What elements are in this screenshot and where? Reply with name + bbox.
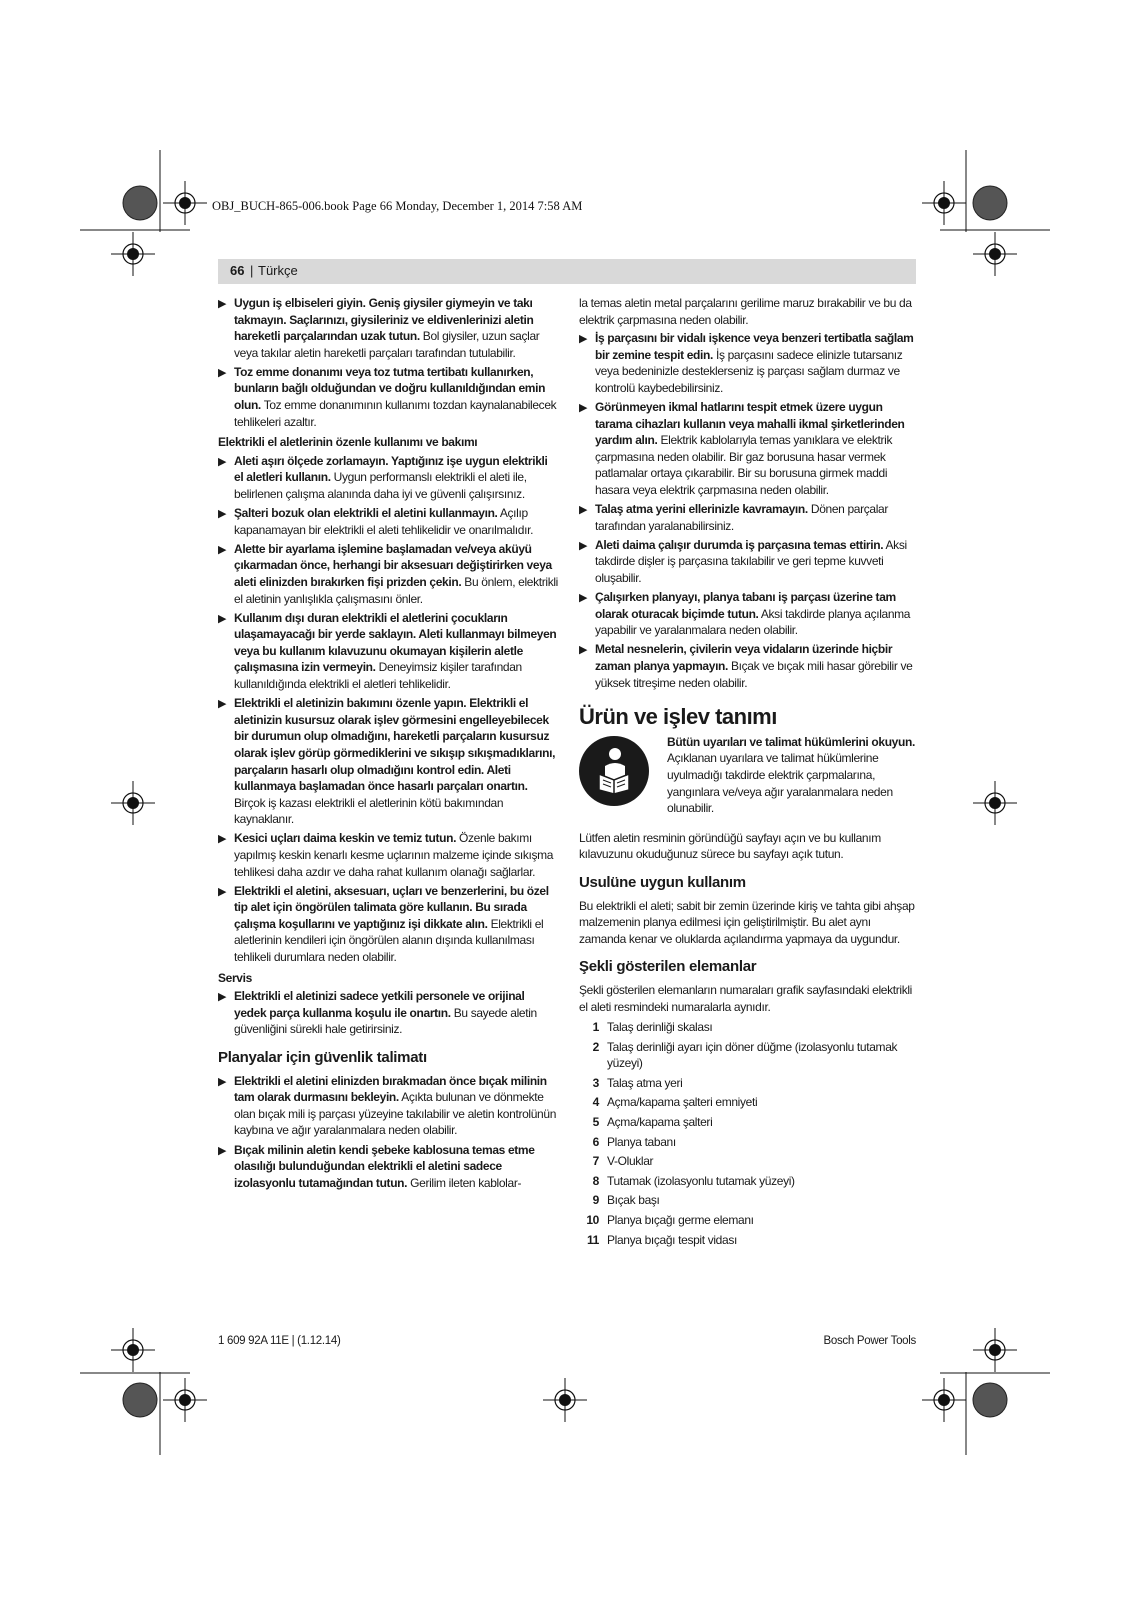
bullet-bold-text: Aleti aşırı ölçede zorlamayın. Yaptığınız işe uygun elektrikli el aletleri kullanın. xyxy=(234,453,548,485)
bullet-bold-text: Bıçak milinin aletin kendi şebeke kablosuna temas etme olasılığı bulunduğundan elektrikli el aletini sadece izolasyonlu tutamağından tutun. xyxy=(234,1142,535,1190)
warning-box xyxy=(579,734,916,822)
bullet-triangle-icon: ▶ xyxy=(218,991,227,1004)
footer-doc-code: 1 609 92A 11E | (1.12.14) xyxy=(218,1335,341,1347)
component-number: 3 xyxy=(592,1075,599,1090)
bullet-bold-text: Kesici uçları daima keskin ve temiz tutun. xyxy=(234,831,457,846)
bullet-normal-text: Bol giysiler, uzun saçlar veya takılar aletin hareketli parçaları tarafından tutulabilir. xyxy=(234,329,540,360)
bullet-bold-text: Aleti daima çalışır durumda iş parçasına temas ettirin. xyxy=(595,537,884,552)
bullet-triangle-icon: ▶ xyxy=(579,402,588,415)
bullet-item xyxy=(218,1073,558,1139)
component-item xyxy=(579,1212,916,1229)
bullet-triangle-icon: ▶ xyxy=(218,543,227,556)
component-number: 2 xyxy=(592,1039,599,1054)
bullet-normal-text: Elektrikli el aletlerinin kendileri için öngörülen alanın dışında kullanılması tehlikeli durumlara neden olabilir. xyxy=(234,916,544,965)
heading-intended-use: Usulüne uygun kullanım xyxy=(579,873,746,891)
component-item xyxy=(579,1039,916,1072)
bullet-bold-text: Alette bir ayarlama işlemine başlamadan ve/veya aküyü çıkarmadan önce, herhangi bir aksesuarı değiştirirken veya aleti elinizden bırakırken fişi prizden çekin. xyxy=(234,541,552,589)
bullet-item xyxy=(579,399,916,499)
bullet-item xyxy=(579,330,916,396)
component-number: 9 xyxy=(592,1193,599,1208)
subheading-care: Elektrikli el aletlerinin özenle kullanımı ve bakımı xyxy=(218,435,478,450)
heading-planer-safety: Planyalar için güvenlik talimatı xyxy=(218,1049,427,1067)
bullet-normal-text: İş parçasını sadece elinizle tutarsanız veya bedeninizle desteklerseniz iş parçası sağlam durmaz ve kontrolü kaybedebilirsiniz. xyxy=(595,347,903,395)
heading-product-description: Ürün ve işlev tanımı xyxy=(579,704,777,730)
bullet-bold-text: Şalteri bozuk olan elektrikli el aletini kullanmayın. xyxy=(234,506,498,521)
bullet-normal-text: Dönen parçalar tarafından yaralanabilirsiniz. xyxy=(595,502,889,533)
component-label: Talaş derinliği skalası xyxy=(607,1020,713,1035)
bullet-normal-text: Açıkta bulunan ve dönmekte olan bıçak mili iş parçası yüzeyine takılabilir ve aletin kontrolünün kaybına ve ağır yaralanmalara neden olabilir. xyxy=(234,1090,557,1138)
bullet-normal-text: Birçok iş kazası elektrikli el aletlerinin kötü bakımından kaynaklanır. xyxy=(234,795,504,827)
bullet-triangle-icon: ▶ xyxy=(218,455,227,468)
bullet-bold-text: Metal nesnelerin, çivilerin veya vidaların üzerinde hiçbir zaman planya yapmayın. xyxy=(595,642,893,673)
component-label: V-Oluklar xyxy=(607,1154,654,1169)
bullet-bold-text: Uygun iş elbiseleri giyin. Geniş giysiler giymeyin ve takı takmayın. Saçlarınızı, giysileriniz ve eldivenlerinizi aletin hareketli parçalarından uzak tutun. xyxy=(234,296,534,344)
page-number: 66 xyxy=(230,263,245,278)
component-number: 7 xyxy=(592,1154,599,1169)
bullet-item xyxy=(579,501,916,534)
bullet-normal-text: Deneyimsiz kişiler tarafından kullanıldığında elektrikli el aletleri tehlikelidir. xyxy=(234,660,522,692)
component-label: Bıçak başı xyxy=(607,1193,660,1208)
bullet-triangle-icon: ▶ xyxy=(579,592,588,605)
component-number: 8 xyxy=(592,1173,599,1188)
component-number: 10 xyxy=(586,1213,599,1228)
bullet-normal-text: Toz emme donanımının kullanımı tozdan kaynalanabilecek tehlikeleri azaltır. xyxy=(234,398,557,429)
bullet-triangle-icon: ▶ xyxy=(218,298,227,310)
component-label: Açma/kapama şalteri xyxy=(607,1115,713,1130)
bullet-bold-text: Elektrikli el aletini elinizden bırakmadan önce bıçak milinin tam olarak durmasını bekleyin. xyxy=(234,1073,547,1105)
bullet-triangle-icon: ▶ xyxy=(218,698,227,711)
bullet-bold-text: Elektrikli el aletini, aksesuarı, uçları ve benzerlerini, bu özel tip alet için öngörülen talimata göre kullanın. Bu sırada çalışma koşullarını ve yaptığınız işi dikkate alın. xyxy=(234,883,549,931)
bullet-bold-text: İş parçasını bir vidalı işkence veya benzeri tertibatla sağlam bir zemine tespit edin. xyxy=(595,331,914,362)
component-label: Açma/kapama şalteri emniyeti xyxy=(607,1095,758,1110)
header-separator: | xyxy=(250,263,254,278)
component-number: 6 xyxy=(592,1134,599,1149)
component-item xyxy=(579,1173,916,1190)
component-item xyxy=(579,1094,916,1111)
warning-normal: Açıklanan uyarılara ve talimat hükümlerine uyulmadığı takdirde elektrik çarpmalarına, yangınlara ve/veya ağır yaralanmalara neden olunabilir. xyxy=(667,751,893,816)
component-item xyxy=(579,1075,916,1092)
bullet-item xyxy=(218,610,558,693)
bullet-triangle-icon: ▶ xyxy=(579,644,588,657)
bullet-triangle-icon: ▶ xyxy=(218,612,227,625)
component-item xyxy=(579,1153,916,1170)
footer-brand: Bosch Power Tools xyxy=(823,1335,916,1347)
bullet-normal-text: Bıçak ve bıçak mili hasar görebilir ve yüksek titreşime neden olabilir. xyxy=(595,658,913,690)
bullet-item xyxy=(218,541,558,607)
bullet-normal-text: Gerilim ileten kablolar- xyxy=(407,1175,522,1190)
bullet-triangle-icon: ▶ xyxy=(218,833,227,846)
bullet-normal-text: Uygun performanslı elektrikli el aleti ile, belirlenen çalışma alanında daha iyi ve güvenli çalışırsınız. xyxy=(234,470,527,502)
bullet-bold-text: Kullanım dışı duran elektrikli el aletlerini çocukların ulaşamayacağı bir yerde saklayın. Aleti kullanmayı bilmeyen veya bu kullanım kılavuzunu okumayan kişilerin aletle çalışmasına izin vermeyin. xyxy=(234,610,557,675)
intro-text: Lütfen aletin resminin göründüğü sayfayı açın ve bu kullanım kılavuzunu okuduğunuz sürece bu sayfayı açık tutun. xyxy=(579,830,881,862)
bullet-item xyxy=(218,1142,558,1192)
bullet-item xyxy=(218,988,558,1038)
bullet-item xyxy=(218,830,558,880)
component-number: 11 xyxy=(587,1232,599,1247)
bullet-item xyxy=(579,537,916,587)
continuation-text: la temas aletin metal parçalarını gerilime maruz bırakabilir ve bu da elektrik çarpmasına neden olabilir. xyxy=(579,296,912,327)
component-item xyxy=(579,1114,916,1131)
bullet-triangle-icon: ▶ xyxy=(579,539,588,552)
bullet-normal-text: Aksi takdirde dişler iş parçasına takılabilir ve geri tepme kuvveti oluşabilir. xyxy=(595,537,907,585)
bullet-item xyxy=(218,883,558,966)
bullet-item xyxy=(218,505,558,538)
component-number: 1 xyxy=(592,1020,599,1035)
bullet-item xyxy=(218,295,558,361)
warning-bold: Bütün uyarıları ve talimat hükümlerini okuyun. xyxy=(667,734,915,749)
component-label: Planya bıçağı germe elemanı xyxy=(607,1213,754,1228)
component-item xyxy=(579,1019,916,1036)
bullet-normal-text: Elektrik kablolarıyla temas yanıklara ve elektrik çarpmasına neden olabilir. Bir gaz borusuna hasar vermek patlamalar ortaya çıkarabilir. Bir su borusuna girmek maddi hasara veya elektrik çarpmasına neden olabilir. xyxy=(595,433,893,498)
component-label: Tutamak (izolasyonlu tutamak yüzeyi) xyxy=(607,1173,795,1188)
right-column xyxy=(579,295,916,1251)
page-header xyxy=(218,259,916,284)
heading-components: Şekli gösterilen elemanlar xyxy=(579,958,757,976)
bullet-normal-text: Özenle bakımı yapılmış keskin kenarlı kesme uçlarının malzeme içinde sıkışma tehlikesi daha azdır ve daha rahat kullanım olanağı sağlarlar. xyxy=(234,831,554,879)
component-label: Talaş derinliği ayarı için döner düğme (izolasyonlu tutamak yüzeyi) xyxy=(607,1039,898,1071)
left-column xyxy=(218,295,558,1194)
bullet-triangle-icon: ▶ xyxy=(218,1075,227,1088)
bullet-normal-text: Bu önlem, elektrikli el aletinin yanlışlıkla çalışmasını önler. xyxy=(234,575,559,606)
component-label: Talaş atma yeri xyxy=(607,1075,683,1090)
warning-text xyxy=(667,734,917,817)
bullet-bold-text: Görünmeyen ikmal hatlarını tespit etmek üzere uygun tarama cihazları kullanın veya mahalli ikmal şirketlerinden yardım alın. xyxy=(595,400,905,448)
bullet-item xyxy=(579,641,916,691)
component-number: 4 xyxy=(592,1095,599,1110)
components-list xyxy=(579,1019,916,1248)
bullet-normal-text: Açılıp kapanamayan bir elektrikli el aleti tehlikelidir ve onarılmalıdır. xyxy=(234,506,534,537)
intended-use-text: Bu elektrikli el aleti; sabit bir zemin üzerinde kiriş ve tahta gibi ahşap malzemenin planya edilmesi için geliştirilmiştir. Bu alet aynı zamanda kenar ve oluklarda açılandırma yapmaya da uygundur. xyxy=(579,898,915,946)
bullet-normal-text: Aksi takdirde planya açılanma yapabilir ve yaralanmalara neden olabilir. xyxy=(595,606,911,638)
bullet-triangle-icon: ▶ xyxy=(218,1144,227,1157)
components-intro: Şekli gösterilen elemanların numaraları grafik sayfasındaki elektrikli el aleti resmindeki numaralarla aynıdır. xyxy=(579,982,912,1014)
bullet-bold-text: Talaş atma yerini ellerinizle kavramayın. xyxy=(595,502,808,517)
bullet-bold-text: Elektrikli el aletinizin bakımını özenle yapın. Elektrikli el aletinizin kusursuz olarak işlev görmesini engelleyebilecek bir durumun olup olmadığını, hareketli parçaların kusursuz olarak işlev görüp görmediklerini ve sıkışıp sıkışmadıklarını, parçaların hasarlı olup olmadığını kontrol edin. Aleti kullanmaya başlamadan önce hasarlı parçaları onartın. xyxy=(234,696,556,794)
bullet-bold-text: Çalışırken planyayı, planya tabanı iş parçası üzerine tam olarak oturacak biçimde tutun. xyxy=(595,590,896,621)
component-label: Planya bıçağı tespit vidası xyxy=(607,1232,737,1247)
bullet-item xyxy=(218,364,558,430)
language-label: Türkçe xyxy=(258,263,298,278)
bullet-normal-text: Bu sayede aletin güvenliğini sürekli hale getirirsiniz. xyxy=(234,1005,537,1037)
bullet-bold-text: Elektrikli el aletinizi sadece yetkili personele ve orijinal yedek parça kullanma koşulu ile onartın. xyxy=(234,989,525,1020)
subheading-service: Servis xyxy=(218,970,252,985)
bullet-item xyxy=(218,695,558,828)
bullet-item xyxy=(579,589,916,639)
bullet-bold-text: Toz emme donanımı veya toz tutma tertibatı kullanırken, bunların bağlı olduğundan ve doğru kullanıldığından emin olun. xyxy=(234,364,546,413)
bullet-triangle-icon: ▶ xyxy=(218,508,227,521)
component-item xyxy=(579,1232,916,1249)
book-info: OBJ_BUCH-865-006.book Page 66 Monday, December 1, 2014 7:58 AM xyxy=(212,199,583,213)
component-label: Planya tabanı xyxy=(607,1134,676,1149)
component-item xyxy=(579,1134,916,1151)
read-manual-icon xyxy=(579,736,649,806)
component-item xyxy=(579,1192,916,1209)
bullet-triangle-icon: ▶ xyxy=(218,885,227,898)
component-number: 5 xyxy=(592,1115,599,1130)
bullet-triangle-icon: ▶ xyxy=(579,504,588,517)
bullet-item xyxy=(218,453,558,503)
bullet-triangle-icon: ▶ xyxy=(579,333,588,346)
bullet-triangle-icon: ▶ xyxy=(218,366,227,379)
